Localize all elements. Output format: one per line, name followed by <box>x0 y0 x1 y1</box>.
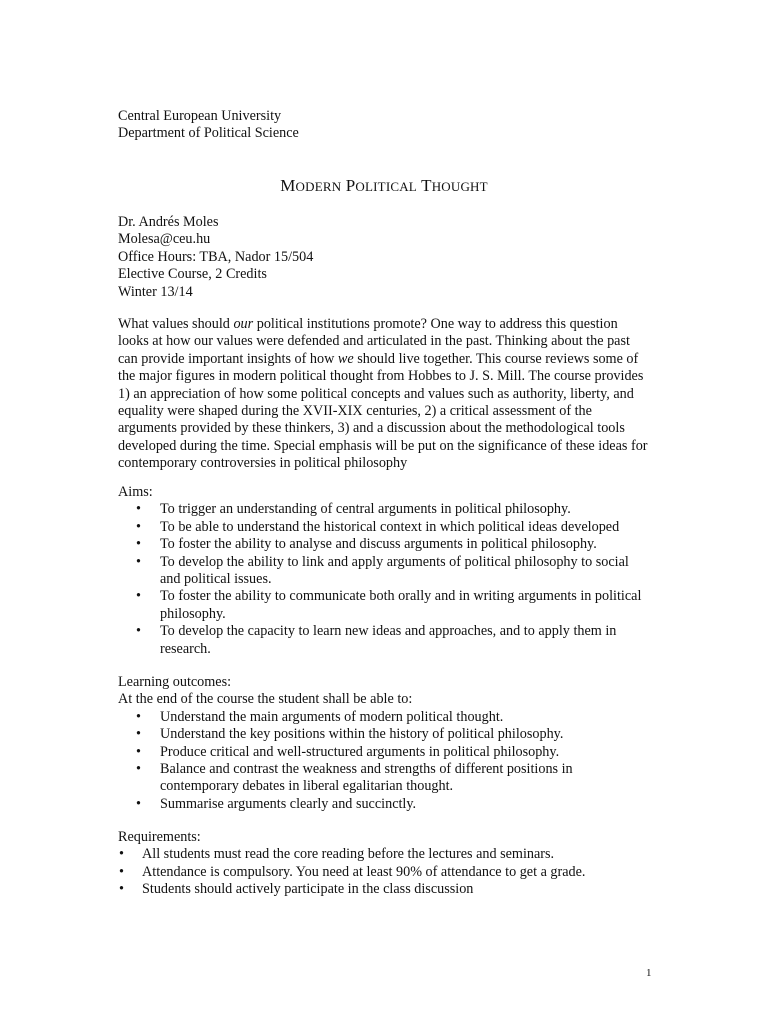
header-block <box>118 108 658 143</box>
outcomes-item: • Summarise arguments clearly and succinctly. <box>118 796 658 813</box>
outcomes-item: • Understand the key positions within the history of political philosophy. <box>118 726 658 743</box>
requirements-item: • All students must read the core reading before the lectures and seminars. <box>118 846 658 863</box>
university-name: Central European University <box>118 108 282 124</box>
aims-item: • To develop the capacity to learn new ideas and approaches, and to apply them in research. <box>118 623 658 658</box>
aims-item: • To develop the ability to link and apply arguments of political philosophy to social and political issues. <box>118 554 658 589</box>
aims-item: • To be able to understand the historical context in which political ideas developed <box>118 519 658 536</box>
course-term: Winter 13/14 <box>118 283 193 300</box>
outcomes-intro: At the end of the course the student shall be able to: <box>118 691 413 708</box>
instructor-name: Dr. Andrés Moles <box>118 214 219 230</box>
aims-item: • To trigger an understanding of central arguments in political philosophy. <box>118 501 658 518</box>
course-type: Elective Course, 2 Credits <box>118 266 267 283</box>
document-title: MODERN POLITICAL THOUGHT <box>280 176 488 195</box>
outcomes-item: • Understand the main arguments of modern political thought. <box>118 709 658 726</box>
aims-list <box>118 501 658 658</box>
outcomes-item: • Produce critical and well-structured arguments in political philosophy. <box>118 744 658 761</box>
requirements-item: • Students should actively participate in the class discussion <box>118 881 658 898</box>
requirements-heading: Requirements: <box>118 829 201 845</box>
aims-item: • To foster the ability to communicate both orally and in writing arguments in political philosophy. <box>118 588 658 623</box>
requirements-list <box>118 846 658 898</box>
outcomes-section <box>118 674 658 813</box>
instructor-info <box>118 214 658 301</box>
aims-item: • To foster the ability to analyse and discuss arguments in political philosophy. <box>118 536 658 553</box>
requirements-item: • Attendance is compulsory. You need at least 90% of attendance to get a grade. <box>118 864 658 881</box>
outcomes-item: • Balance and contrast the weakness and strengths of different positions in contemporary debates in liberal egalitarian thought. <box>118 761 658 796</box>
intro-paragraph: What values should our political institutions promote? One way to address this question looks at how our values were defended and articulated in the past. Thinking about the past can provide important insights of how we should live together. This course reviews some of the major figures in modern political thought from Hobbes to J. S. Mill. The course provides 1) an appreciation of how some political concepts and values such as authority, liberty, and equality were shaped during the XVII-XIX centuries, 2) a critical assessment of the arguments provided by these thinkers, 3) and a discussion about the methodological tools developed during the time. Special emphasis will be put on the significance of these ideas for contemporary controversies in political philosophy <box>118 316 648 472</box>
office-hours: Office Hours: TBA, Nador 15/504 <box>118 248 314 265</box>
outcomes-heading: Learning outcomes: <box>118 674 232 690</box>
instructor-email[interactable]: Molesa@ceu.hu <box>118 231 211 248</box>
page-number: 1 <box>646 967 652 979</box>
aims-heading: Aims: <box>118 484 153 500</box>
outcomes-list <box>118 709 658 813</box>
department-name: Department of Political Science <box>118 125 299 142</box>
requirements-section <box>118 829 658 899</box>
aims-section <box>118 484 658 658</box>
